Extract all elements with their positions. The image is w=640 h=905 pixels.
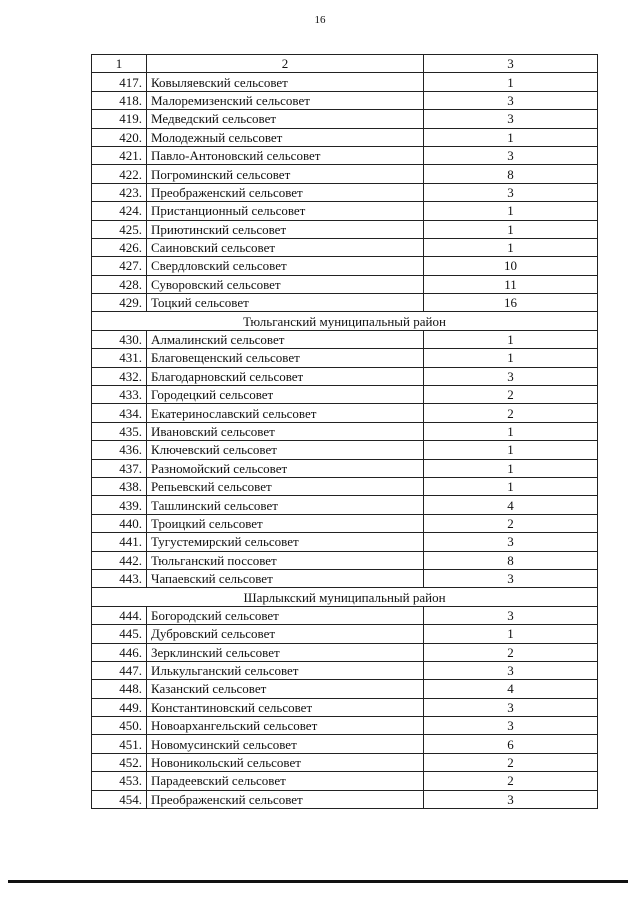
- table-row: [92, 643, 598, 661]
- settlement-name: Казанский сельсовет: [147, 680, 424, 698]
- settlement-name: Парадеевский сельсовет: [147, 772, 424, 790]
- table-row: [92, 110, 598, 128]
- row-value: 2: [424, 772, 598, 790]
- settlement-name: Преображенский сельсовет: [147, 183, 424, 201]
- settlement-name: Медведский сельсовет: [147, 110, 424, 128]
- row-number: 417.: [92, 73, 147, 91]
- settlement-name: Молодежный сельсовет: [147, 128, 424, 146]
- table-row: [92, 146, 598, 164]
- row-number: 423.: [92, 183, 147, 201]
- settlement-name: Константиновский сельсовет: [147, 698, 424, 716]
- bottom-rule: [8, 880, 628, 883]
- table-row: [92, 91, 598, 109]
- table-row: [92, 772, 598, 790]
- settlement-name: Погроминский сельсовет: [147, 165, 424, 183]
- row-value: 8: [424, 165, 598, 183]
- settlement-name: Благодарновский сельсовет: [147, 367, 424, 385]
- row-number: 418.: [92, 91, 147, 109]
- row-number: 421.: [92, 146, 147, 164]
- municipalities-table: [91, 54, 598, 809]
- table-row: [92, 698, 598, 716]
- row-value: 2: [424, 643, 598, 661]
- table-row: [92, 569, 598, 587]
- table-row: [92, 386, 598, 404]
- settlement-name: Ивановский сельсовет: [147, 422, 424, 440]
- row-value: 3: [424, 367, 598, 385]
- section-header-row: [92, 588, 598, 606]
- table-row: [92, 790, 598, 808]
- row-value: 3: [424, 91, 598, 109]
- row-number: 448.: [92, 680, 147, 698]
- table-row: [92, 625, 598, 643]
- settlement-name: Богородский сельсовет: [147, 606, 424, 624]
- settlement-name: Малоремизенский сельсовет: [147, 91, 424, 109]
- row-number: 436.: [92, 441, 147, 459]
- row-number: 450.: [92, 717, 147, 735]
- settlement-name: Ковыляевский сельсовет: [147, 73, 424, 91]
- row-number: 433.: [92, 386, 147, 404]
- table-row: [92, 514, 598, 532]
- settlement-name: Екатеринославский сельсовет: [147, 404, 424, 422]
- row-number: 432.: [92, 367, 147, 385]
- row-value: 1: [424, 625, 598, 643]
- row-value: 1: [424, 459, 598, 477]
- row-number: 426.: [92, 238, 147, 256]
- table-row: [92, 220, 598, 238]
- row-number: 443.: [92, 569, 147, 587]
- settlement-name: Тоцкий сельсовет: [147, 294, 424, 312]
- row-number: 453.: [92, 772, 147, 790]
- settlement-name: Дубровский сельсовет: [147, 625, 424, 643]
- row-value: 2: [424, 753, 598, 771]
- section-header-row: [92, 312, 598, 330]
- settlement-name: Троицкий сельсовет: [147, 514, 424, 532]
- row-number: 439.: [92, 496, 147, 514]
- row-value: 1: [424, 238, 598, 256]
- row-number: 440.: [92, 514, 147, 532]
- column-header: 1: [92, 55, 147, 73]
- row-value: 3: [424, 110, 598, 128]
- table-body: [92, 55, 598, 809]
- row-number: 427.: [92, 257, 147, 275]
- table-row: [92, 238, 598, 256]
- row-value: 1: [424, 330, 598, 348]
- settlement-name: Ташлинский сельсовет: [147, 496, 424, 514]
- table-row: [92, 294, 598, 312]
- row-number: 419.: [92, 110, 147, 128]
- row-value: 1: [424, 202, 598, 220]
- settlement-name: Илькульганский сельсовет: [147, 661, 424, 679]
- table-row: [92, 257, 598, 275]
- settlement-name: Павло-Антоновский сельсовет: [147, 146, 424, 164]
- settlement-name: Саиновский сельсовет: [147, 238, 424, 256]
- row-value: 3: [424, 606, 598, 624]
- column-header: 2: [147, 55, 424, 73]
- settlement-name: Пристанционный сельсовет: [147, 202, 424, 220]
- table-row: [92, 330, 598, 348]
- row-number: 447.: [92, 661, 147, 679]
- table-row: [92, 606, 598, 624]
- row-number: 441.: [92, 533, 147, 551]
- settlement-name: Тюльганский поссовет: [147, 551, 424, 569]
- settlement-name: Приютинский сельсовет: [147, 220, 424, 238]
- settlement-name: Зерклинский сельсовет: [147, 643, 424, 661]
- table-row: [92, 459, 598, 477]
- table-row: [92, 551, 598, 569]
- row-value: 10: [424, 257, 598, 275]
- row-value: 1: [424, 441, 598, 459]
- settlement-name: Благовещенский сельсовет: [147, 349, 424, 367]
- table-row: [92, 165, 598, 183]
- row-value: 1: [424, 349, 598, 367]
- row-number: 434.: [92, 404, 147, 422]
- row-value: 3: [424, 183, 598, 201]
- row-number: 454.: [92, 790, 147, 808]
- settlement-name: Новоникольский сельсовет: [147, 753, 424, 771]
- section-title: Тюльганский муниципальный район: [92, 312, 598, 330]
- settlement-name: Ключевский сельсовет: [147, 441, 424, 459]
- table-row: [92, 128, 598, 146]
- row-number: 435.: [92, 422, 147, 440]
- row-value: 3: [424, 717, 598, 735]
- row-number: 445.: [92, 625, 147, 643]
- row-value: 3: [424, 790, 598, 808]
- settlement-name: Новоархангельский сельсовет: [147, 717, 424, 735]
- table-row: [92, 496, 598, 514]
- row-value: 1: [424, 73, 598, 91]
- row-value: 2: [424, 514, 598, 532]
- settlement-name: Новомусинский сельсовет: [147, 735, 424, 753]
- row-number: 452.: [92, 753, 147, 771]
- row-value: 3: [424, 569, 598, 587]
- row-number: 420.: [92, 128, 147, 146]
- row-value: 3: [424, 146, 598, 164]
- row-number: 424.: [92, 202, 147, 220]
- row-value: 4: [424, 496, 598, 514]
- row-number: 446.: [92, 643, 147, 661]
- table-row: [92, 753, 598, 771]
- settlement-name: Репьевский сельсовет: [147, 477, 424, 495]
- row-value: 6: [424, 735, 598, 753]
- section-title: Шарлыкский муниципальный район: [92, 588, 598, 606]
- table-row: [92, 404, 598, 422]
- settlement-name: Свердловский сельсовет: [147, 257, 424, 275]
- row-value: 3: [424, 698, 598, 716]
- row-value: 2: [424, 404, 598, 422]
- table-row: [92, 661, 598, 679]
- table-row: [92, 477, 598, 495]
- table-row: [92, 349, 598, 367]
- row-value: 1: [424, 128, 598, 146]
- table-row: [92, 183, 598, 201]
- row-number: 428.: [92, 275, 147, 293]
- row-number: 449.: [92, 698, 147, 716]
- column-header: 3: [424, 55, 598, 73]
- row-value: 3: [424, 661, 598, 679]
- row-value: 1: [424, 477, 598, 495]
- row-value: 4: [424, 680, 598, 698]
- settlement-name: Преображенский сельсовет: [147, 790, 424, 808]
- row-value: 16: [424, 294, 598, 312]
- row-value: 3: [424, 533, 598, 551]
- row-number: 438.: [92, 477, 147, 495]
- row-value: 11: [424, 275, 598, 293]
- table-row: [92, 680, 598, 698]
- table-row: [92, 367, 598, 385]
- row-value: 1: [424, 422, 598, 440]
- settlement-name: Алмалинский сельсовет: [147, 330, 424, 348]
- settlement-name: Разномойский сельсовет: [147, 459, 424, 477]
- table-row: [92, 735, 598, 753]
- table-row: [92, 275, 598, 293]
- row-value: 8: [424, 551, 598, 569]
- settlement-name: Городецкий сельсовет: [147, 386, 424, 404]
- row-number: 444.: [92, 606, 147, 624]
- page-number: 16: [314, 14, 326, 26]
- row-number: 437.: [92, 459, 147, 477]
- row-value: 2: [424, 386, 598, 404]
- table-row: [92, 441, 598, 459]
- table-header-row: [92, 55, 598, 73]
- table-row: [92, 202, 598, 220]
- settlement-name: Чапаевский сельсовет: [147, 569, 424, 587]
- row-number: 451.: [92, 735, 147, 753]
- row-number: 422.: [92, 165, 147, 183]
- row-number: 430.: [92, 330, 147, 348]
- table-row: [92, 717, 598, 735]
- row-value: 1: [424, 220, 598, 238]
- table-row: [92, 533, 598, 551]
- settlement-name: Тугустемирский сельсовет: [147, 533, 424, 551]
- row-number: 442.: [92, 551, 147, 569]
- row-number: 425.: [92, 220, 147, 238]
- table-row: [92, 73, 598, 91]
- row-number: 431.: [92, 349, 147, 367]
- row-number: 429.: [92, 294, 147, 312]
- table-row: [92, 422, 598, 440]
- settlement-name: Суворовский сельсовет: [147, 275, 424, 293]
